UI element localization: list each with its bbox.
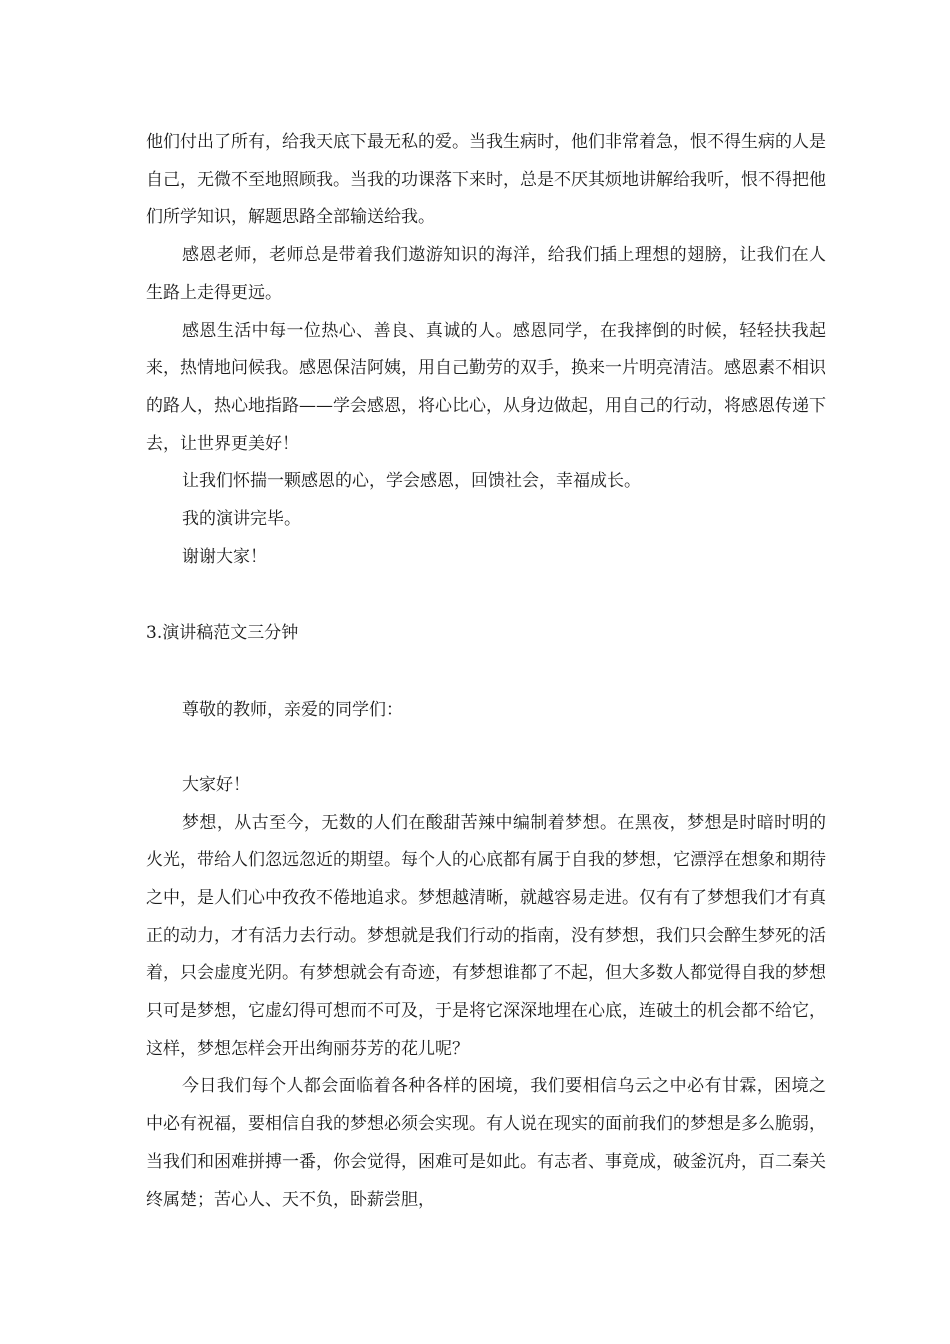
paragraph-speech-end: 我的演讲完毕。	[182, 509, 301, 530]
salutation: 尊敬的教师，亲爱的同学们：	[182, 700, 403, 721]
section-heading: 3.演讲稿范文三分钟	[146, 623, 299, 644]
paragraph-thank-everyone: 感恩生活中每一位热心、善良、真诚的人。感恩同学，在我摔倒的时候，轻轻扶我起来，热情地问候我。感恩保洁阿姨，用自己勤劳的双手，换来一片明亮清洁。感恩素不相识的路人，热心地指路——学会感恩，将心比心，从身边做起，用自己的行动，将感恩传递下去，让世界更美好！	[146, 320, 826, 454]
paragraph-grateful-heart: 让我们怀揣一颗感恩的心，学会感恩，回馈社会，幸福成长。	[182, 471, 641, 492]
document-body	[146, 124, 826, 1219]
greeting: 大家好！	[182, 774, 250, 795]
paragraph-thank-teachers: 感恩老师，老师总是带着我们遨游知识的海洋，给我们插上理想的翅膀，让我们在人生路上走得更远。	[146, 245, 826, 303]
paragraph-parents-love: 他们付出了所有，给我天底下最无私的爱。当我生病时，他们非常着急，恨不得生病的人是自己，无微不至地照顾我。当我的功课落下来时，总是不厌其烦地讲解给我听，恨不得把他们所学知识，解题思路全部输送给我。	[146, 132, 826, 228]
paragraph-thanks: 谢谢大家！	[182, 546, 267, 567]
paragraph-hardship: 今日我们每个人都会面临着各种各样的困境，我们要相信乌云之中必有甘霖，困境之中必有祝福，要相信自我的梦想必须会实现。有人说在现实的面前我们的梦想是多么脆弱，当我们和困难拼搏一番，你会觉得，困难可是如此。有志者、事竟成，破釜沉舟，百二秦关终属楚；苦心人、天不负，卧薪尝胆，	[146, 1076, 826, 1210]
paragraph-dream: 梦想，从古至今，无数的人们在酸甜苦辣中编制着梦想。在黑夜，梦想是时暗时明的火光，带给人们忽远忽近的期望。每个人的心底都有属于自我的梦想，它漂浮在想象和期待之中，是人们心中孜孜不倦地追求。梦想越清晰，就越容易走进。仅有有了梦想我们才有真正的动力，才有活力去行动。梦想就是我们行动的指南，没有梦想，我们只会醉生梦死的活着，只会虚度光阴。有梦想就会有奇迹，有梦想谁都了不起，但大多数人都觉得自我的梦想只可是梦想，它虚幻得可想而不可及，于是将它深深地埋在心底，连破土的机会都不给它，这样，梦想怎样会开出绚丽芬芳的花儿呢？	[146, 812, 826, 1059]
